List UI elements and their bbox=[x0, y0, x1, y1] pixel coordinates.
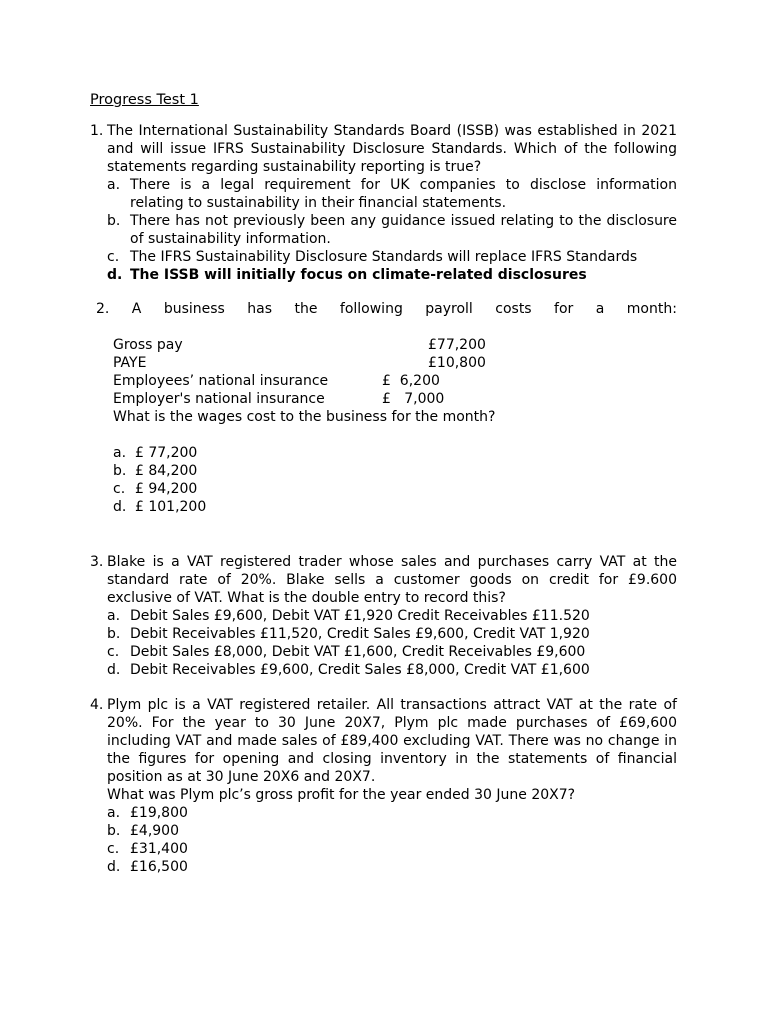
question-2-options bbox=[113, 444, 206, 516]
answer-option-c bbox=[113, 480, 206, 498]
answer-option-d bbox=[107, 661, 677, 679]
answer-option-c bbox=[107, 248, 677, 266]
option-text: Debit Receivables £9,600, Credit Sales £8,000, Credit VAT £1,600 bbox=[130, 662, 590, 678]
option-text: Debit Sales £9,600, Debit VAT £1,920 Credit Receivables £11.520 bbox=[130, 608, 590, 624]
option-letter: b. bbox=[107, 213, 121, 229]
option-letter: a. bbox=[107, 177, 121, 193]
option-text: £19,800 bbox=[130, 805, 188, 821]
heading-word: for bbox=[554, 301, 574, 317]
answer-options bbox=[107, 607, 677, 679]
answer-option-b bbox=[113, 462, 206, 480]
option-text: There has not previously been any guidance issued relating to the disclosure of sustainability information. bbox=[130, 213, 677, 247]
option-text: £4,900 bbox=[130, 823, 179, 839]
option-letter: a. bbox=[107, 608, 121, 624]
payroll-value: £77,200 bbox=[428, 337, 486, 353]
option-text: £ 94,200 bbox=[135, 481, 198, 497]
answer-option-d bbox=[107, 858, 677, 876]
heading-word: costs bbox=[495, 301, 532, 317]
option-text: £ 101,200 bbox=[135, 499, 207, 515]
answer-option-b bbox=[107, 625, 677, 643]
question-4 bbox=[90, 696, 677, 876]
payroll-value: £ 7,000 bbox=[382, 391, 445, 407]
answer-option-a bbox=[107, 607, 677, 625]
question-number: 2. bbox=[96, 301, 110, 317]
answer-option-a bbox=[107, 176, 677, 212]
payroll-costs-table bbox=[113, 336, 513, 408]
payroll-row-gross-pay bbox=[113, 336, 513, 354]
answer-option-c bbox=[107, 643, 677, 661]
page-title: Progress Test 1 bbox=[90, 92, 199, 108]
payroll-label: Gross pay bbox=[113, 337, 183, 353]
option-text: £ 77,200 bbox=[135, 445, 198, 461]
question-number: 3. bbox=[90, 554, 104, 570]
option-text: £16,500 bbox=[130, 859, 188, 875]
answer-options bbox=[107, 176, 677, 284]
payroll-label: PAYE bbox=[113, 355, 147, 371]
answer-option-d bbox=[113, 498, 206, 516]
option-letter: d. bbox=[107, 267, 123, 283]
heading-word: A bbox=[131, 301, 142, 317]
option-letter: d. bbox=[107, 859, 121, 875]
option-letter: b. bbox=[107, 626, 121, 642]
answer-option-b bbox=[107, 822, 677, 840]
question-3 bbox=[90, 553, 677, 679]
answer-option-a bbox=[113, 444, 206, 462]
option-letter: a. bbox=[113, 445, 127, 461]
answer-option-d-correct bbox=[107, 266, 677, 284]
question-prompt: What was Plym plc’s gross profit for the year ended 30 June 20X7? bbox=[107, 787, 576, 803]
heading-word: the bbox=[294, 301, 318, 317]
option-letter: b. bbox=[107, 823, 121, 839]
question-number: 4. bbox=[90, 697, 104, 713]
payroll-row-employers-ni bbox=[113, 390, 513, 408]
question-1 bbox=[90, 122, 677, 284]
option-letter: c. bbox=[107, 249, 120, 265]
question-number: 1. bbox=[90, 123, 104, 139]
answer-option-a bbox=[107, 804, 677, 822]
question-2-heading bbox=[96, 300, 677, 318]
question-text: The International Sustainability Standards Board (ISSB) was established in 2021 and will issue IFRS Sustainability Disclosure Standards. Which of the following statements regarding sustainability reporting is true? bbox=[107, 123, 677, 175]
heading-word: following bbox=[339, 301, 403, 317]
answer-option-b bbox=[107, 212, 677, 248]
option-text: £31,400 bbox=[130, 841, 188, 857]
answer-options bbox=[107, 804, 677, 876]
option-letter: d. bbox=[107, 662, 121, 678]
question-text: Plym plc is a VAT registered retailer. All transactions attract VAT at the rate of 20%. For the year to 30 June 20X7, Plym plc made purchases of £69,600 including VAT and made sales of £89,400 excluding VAT. There was no change in the figures for opening and closing inventory in the statements of financial position as at 30 June 20X6 and 20X7. bbox=[107, 697, 677, 785]
option-letter: c. bbox=[113, 481, 126, 497]
option-letter: d. bbox=[113, 499, 127, 515]
option-text: The ISSB will initially focus on climate-related disclosures bbox=[130, 267, 587, 283]
option-letter: b. bbox=[113, 463, 127, 479]
option-text: Debit Receivables £11,520, Credit Sales £9,600, Credit VAT 1,920 bbox=[130, 626, 590, 642]
question-text: Blake is a VAT registered trader whose sales and purchases carry VAT at the standard rate of 20%. Blake sells a customer goods on credit for £9.600 exclusive of VAT. What is the double entry to record this? bbox=[107, 554, 677, 606]
payroll-label: Employer's national insurance bbox=[113, 391, 325, 407]
heading-word: a bbox=[595, 301, 605, 317]
question-2-text: What is the wages cost to the business for the month? bbox=[113, 409, 496, 425]
option-letter: c. bbox=[107, 841, 120, 857]
heading-word: payroll bbox=[425, 301, 473, 317]
payroll-label: Employees’ national insurance bbox=[113, 373, 329, 389]
option-letter: a. bbox=[107, 805, 121, 821]
option-text: £ 84,200 bbox=[135, 463, 198, 479]
heading-word: has bbox=[247, 301, 273, 317]
heading-word: business bbox=[163, 301, 225, 317]
payroll-row-paye bbox=[113, 354, 513, 372]
option-text: Debit Sales £8,000, Debit VAT £1,600, Credit Receivables £9,600 bbox=[130, 644, 586, 660]
payroll-row-employees-ni bbox=[113, 372, 513, 390]
answer-option-c bbox=[107, 840, 677, 858]
option-letter: c. bbox=[107, 644, 120, 660]
option-text: The IFRS Sustainability Disclosure Standards will replace IFRS Standards bbox=[130, 249, 638, 265]
payroll-value: £10,800 bbox=[428, 355, 486, 371]
heading-word: month: bbox=[626, 301, 677, 317]
option-text: There is a legal requirement for UK companies to disclose information relating to sustainability in their financial statements. bbox=[130, 177, 677, 211]
payroll-value: £ 6,200 bbox=[382, 373, 440, 389]
